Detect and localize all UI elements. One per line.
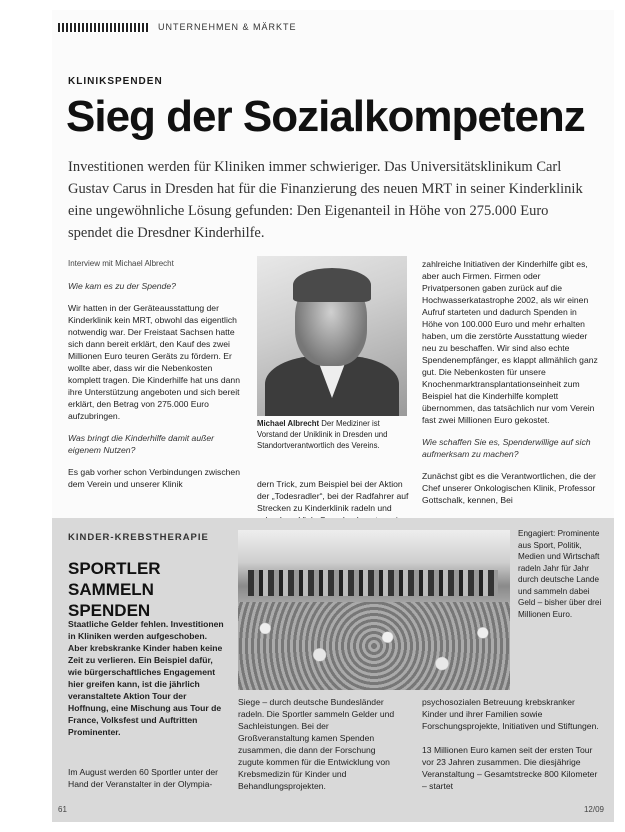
issue-number: 12/09 xyxy=(583,805,604,814)
right-text-2: Zunächst gibt es die Verantwortlichen, die der Chef unserer Onkologischen Klinik, Professor Gottschalk, kennen, Bei xyxy=(422,471,596,505)
question-2: Was bringt die Kinderhilfe damit außer eigenem Nutzen? xyxy=(68,433,215,455)
photo-caption xyxy=(257,418,409,451)
cyclists-group xyxy=(248,570,498,596)
box-title: SPORTLER SAMMELN SPENDEN xyxy=(68,559,161,620)
box-lead: Staatliche Gelder fehlen. Investitionen in Kliniken werden aufgeschoben. Aber krebskranke Kinder haben keine Zeit zu verlieren. Ein Beispiel dafür, wie bürgerschaftliches Engagement hier greifen kann, ist die jährlich veranstaltete Aktion Tour der Hoffnung, eine Mischung aus Tour de France, Volksfest und Auftritten Prominenter. xyxy=(68,619,224,737)
section-header xyxy=(52,20,614,34)
caption-name: Michael Albrecht xyxy=(257,419,320,428)
column-right xyxy=(422,258,598,516)
magazine-page xyxy=(52,10,614,822)
right-text-1: zahlreiche Initiativen der Kinderhilfe gibt es, aber auch Firmen. Firmen oder Privatpersonen gaben zurück auf die Hochwasserkatastrophe 2002, als wir einen Aufruf starteten und dadurch Spenden in Höhe von 100.000 Euro und mehr erhalten haben, um die zerstörte Ausstattung wieder neu zu beschaffen. Wir sind also echte Spendenempfänger, es klappt allmählich ganz gut. Die Nebenkosten für unsere Knochenmarktransplantationseinheit zum Beispiel hat die Kinderhilfe komplett übernommen, das tatsächlich nur vom Verein fast zwei Millionen Euro gekostet. xyxy=(422,259,598,425)
middle-text: dern Trick, zum Beispiel bei der Aktion der „Todesradler“, bei der Radfahrer auf Strecken zu Kinderklinik radeln und xyxy=(257,479,409,513)
caption-text: Der Mediziner ist Vorstand der Uniklinik in Dresden und Standortverantwortlich des Vereins. xyxy=(257,419,388,450)
hatch-pattern xyxy=(58,23,150,32)
answer-2: Es gab vorher schon Verbindungen zwischen dem Verein und unserer Klinik xyxy=(68,467,240,489)
column-left xyxy=(68,258,244,500)
page-number: 61 xyxy=(58,805,67,814)
interviewer-line: Interview mit Michael Albrecht xyxy=(68,259,174,268)
cyclists-photo xyxy=(238,530,510,690)
photo-side-caption: Engagiert: Prominente aus Sport, Politik, Medien und Wirtschaft radeln Jahr für Jahr durch deutsche Lande und sammeln dabei Geld – bisher über drei Millionen Euro. xyxy=(518,529,602,619)
portrait-photo xyxy=(257,256,407,416)
question-1: Wie kam es zu der Spende? xyxy=(68,281,176,291)
box-kicker: KINDER-KREBSTHERAPIE xyxy=(68,532,209,543)
box-paragraph-4: 13 Millionen Euro kamen seit der ersten Tour vor 23 Jahren zusammen. Die diesjährige Veranstaltung – Gesamtstrecke 800 Kilometer – startet xyxy=(422,745,598,791)
box-paragraph-3: psychosozialen Betreuung krebskranker Kinder und ihrer Familien sowie Forschungsprojekte, Initiativen und Stiftungen. xyxy=(422,697,599,731)
question-3: Wie schaffen Sie es, Spenderwillige auf sich aufmerksam zu machen? xyxy=(422,437,591,459)
answer-1: Wir hatten in der Geräteausstattung der Kinderklinik kein MRT, obwohl das eigentlich notwendig war. Der Freistaat Sachsen hatte sich dann bereit erklärt, den Kauf des zwei Millionen Euro teuren Geräts zu fördern. Er wollte aber, dass wir die Nebenkosten komplett tragen. Die Kinderhilfe hat uns dann ihre Unterstützung angeboten und sich bereit erklärt, den Betrag von 275.000 Euro aufzubringen. xyxy=(68,303,240,421)
section-label: UNTERNEHMEN & MÄRKTE xyxy=(158,22,297,32)
box-paragraph-2: Siege – durch deutsche Bundesländer radeln. Die Sportler sammeln Gelder und Sachleistungen. Bei der Großveranstaltung kamen Spenden zusammen, die dann der Forschung zugute kommen für die Entwicklung von Krebsmedizin für Kinder und Behandlungsprojekten. xyxy=(238,697,395,791)
sidebar-box xyxy=(52,518,614,822)
article-intro: Investitionen werden für Kliniken immer schwieriger. Das Universitätsklinikum Carl Gustav Carus in Dresden hat für die Finanzierung des neuen MRT in seiner Kinderklinik eine ungewöhnliche Lösung gefunden: Den Eigenanteil in Höhe von 275.000 Euro spendet die Dresdner Kinderhilfe. xyxy=(68,159,583,241)
box-paragraph-1: Im August werden 60 Sportler unter der Hand der Veranstalter in der Olympia- xyxy=(68,767,218,789)
sunflower-field xyxy=(238,602,510,690)
article-kicker: KLINIKSPENDEN xyxy=(68,76,163,87)
article-headline: Sieg der Sozialkompetenz xyxy=(66,92,585,141)
portrait-hair xyxy=(293,268,371,302)
